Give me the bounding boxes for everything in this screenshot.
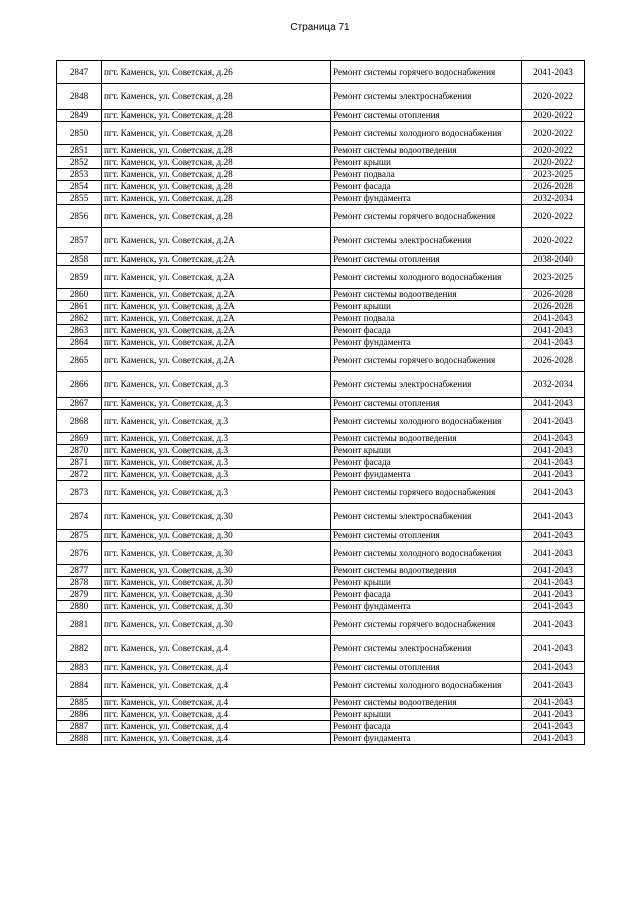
work-type-cell: Ремонт крыши: [331, 577, 522, 589]
address-cell: пгт. Каменск, ул. Советская, д.30: [102, 577, 331, 589]
table-row: [57, 601, 585, 613]
work-type-cell: Ремонт системы холодного водоснабжения: [331, 410, 522, 433]
table-row: [57, 481, 585, 504]
period-cell: 2041-2043: [522, 481, 585, 504]
table-row: [57, 349, 585, 372]
table-row: [57, 325, 585, 337]
row-number-cell: 2867: [57, 398, 102, 410]
period-cell: 2041-2043: [522, 530, 585, 542]
row-number-cell: 2866: [57, 372, 102, 398]
table-row: [57, 504, 585, 530]
row-number-cell: 2848: [57, 84, 102, 110]
address-cell: пгт. Каменск, ул. Советская, д.3: [102, 457, 331, 469]
table-row: [57, 433, 585, 445]
address-cell: пгт. Каменск, ул. Советская, д.30: [102, 613, 331, 636]
address-cell: пгт. Каменск, ул. Советская, д.28: [102, 169, 331, 181]
work-type-cell: Ремонт системы холодного водоснабжения: [331, 674, 522, 697]
table-row: [57, 697, 585, 709]
work-type-cell: Ремонт фундамента: [331, 469, 522, 481]
row-number-cell: 2885: [57, 697, 102, 709]
period-cell: 2041-2043: [522, 433, 585, 445]
address-cell: пгт. Каменск, ул. Советская, д.3: [102, 445, 331, 457]
table-row: [57, 445, 585, 457]
row-number-cell: 2868: [57, 410, 102, 433]
row-number-cell: 2853: [57, 169, 102, 181]
table-row: [57, 145, 585, 157]
table-row: [57, 589, 585, 601]
period-cell: 2023-2025: [522, 169, 585, 181]
row-number-cell: 2881: [57, 613, 102, 636]
work-type-cell: Ремонт системы электроснабжения: [331, 504, 522, 530]
address-cell: пгт. Каменск, ул. Советская, д.26: [102, 61, 331, 84]
work-type-cell: Ремонт системы горячего водоснабжения: [331, 349, 522, 372]
work-type-cell: Ремонт системы отопления: [331, 254, 522, 266]
period-cell: 2041-2043: [522, 410, 585, 433]
table-row: [57, 84, 585, 110]
table-row: [57, 398, 585, 410]
table-row: [57, 542, 585, 565]
period-cell: 2041-2043: [522, 674, 585, 697]
period-cell: 2041-2043: [522, 445, 585, 457]
work-type-cell: Ремонт крыши: [331, 445, 522, 457]
table-row: [57, 662, 585, 674]
row-number-cell: 2847: [57, 61, 102, 84]
address-cell: пгт. Каменск, ул. Советская, д.28: [102, 205, 331, 228]
period-cell: 2020-2022: [522, 205, 585, 228]
period-cell: 2041-2043: [522, 601, 585, 613]
row-number-cell: 2861: [57, 301, 102, 313]
row-number-cell: 2886: [57, 709, 102, 721]
address-cell: пгт. Каменск, ул. Советская, д.28: [102, 84, 331, 110]
work-type-cell: Ремонт системы электроснабжения: [331, 228, 522, 254]
address-cell: пгт. Каменск, ул. Советская, д.30: [102, 504, 331, 530]
table-row: [57, 709, 585, 721]
row-number-cell: 2876: [57, 542, 102, 565]
work-type-cell: Ремонт фундамента: [331, 337, 522, 349]
period-cell: 2041-2043: [522, 721, 585, 733]
period-cell: 2041-2043: [522, 565, 585, 577]
row-number-cell: 2877: [57, 565, 102, 577]
address-cell: пгт. Каменск, ул. Советская, д.4: [102, 636, 331, 662]
address-cell: пгт. Каменск, ул. Советская, д.28: [102, 181, 331, 193]
table-row: [57, 469, 585, 481]
period-cell: 2041-2043: [522, 613, 585, 636]
period-cell: 2041-2043: [522, 457, 585, 469]
work-type-cell: Ремонт крыши: [331, 709, 522, 721]
table-row: [57, 733, 585, 745]
period-cell: 2041-2043: [522, 504, 585, 530]
row-number-cell: 2883: [57, 662, 102, 674]
period-cell: 2020-2022: [522, 228, 585, 254]
address-cell: пгт. Каменск, ул. Советская, д.30: [102, 565, 331, 577]
table-row: [57, 205, 585, 228]
address-cell: пгт. Каменск, ул. Советская, д.4: [102, 697, 331, 709]
work-type-cell: Ремонт системы отопления: [331, 662, 522, 674]
period-cell: 2041-2043: [522, 61, 585, 84]
address-cell: пгт. Каменск, ул. Советская, д.3: [102, 433, 331, 445]
period-cell: 2041-2043: [522, 337, 585, 349]
table-row: [57, 636, 585, 662]
address-cell: пгт. Каменск, ул. Советская, д.4: [102, 721, 331, 733]
row-number-cell: 2855: [57, 193, 102, 205]
table-row: [57, 110, 585, 122]
row-number-cell: 2869: [57, 433, 102, 445]
table-row: [57, 266, 585, 289]
work-type-cell: Ремонт системы холодного водоснабжения: [331, 122, 522, 145]
address-cell: пгт. Каменск, ул. Советская, д.4: [102, 709, 331, 721]
row-number-cell: 2882: [57, 636, 102, 662]
work-type-cell: Ремонт системы отопления: [331, 530, 522, 542]
period-cell: 2041-2043: [522, 589, 585, 601]
row-number-cell: 2871: [57, 457, 102, 469]
period-cell: 2020-2022: [522, 122, 585, 145]
address-cell: пгт. Каменск, ул. Советская, д.2А: [102, 301, 331, 313]
row-number-cell: 2888: [57, 733, 102, 745]
table-row: [57, 565, 585, 577]
address-cell: пгт. Каменск, ул. Советская, д.2А: [102, 313, 331, 325]
address-cell: пгт. Каменск, ул. Советская, д.30: [102, 601, 331, 613]
table-row: [57, 674, 585, 697]
address-cell: пгт. Каменск, ул. Советская, д.2А: [102, 228, 331, 254]
work-type-cell: Ремонт фасада: [331, 721, 522, 733]
row-number-cell: 2884: [57, 674, 102, 697]
address-cell: пгт. Каменск, ул. Советская, д.28: [102, 122, 331, 145]
table-row: [57, 169, 585, 181]
work-type-cell: Ремонт системы электроснабжения: [331, 372, 522, 398]
address-cell: пгт. Каменск, ул. Советская, д.2А: [102, 325, 331, 337]
period-cell: 2026-2028: [522, 289, 585, 301]
table-row: [57, 457, 585, 469]
address-cell: пгт. Каменск, ул. Советская, д.4: [102, 662, 331, 674]
work-type-cell: Ремонт системы водоотведения: [331, 433, 522, 445]
address-cell: пгт. Каменск, ул. Советская, д.3: [102, 410, 331, 433]
period-cell: 2041-2043: [522, 398, 585, 410]
period-cell: 2041-2043: [522, 577, 585, 589]
work-type-cell: Ремонт системы горячего водоснабжения: [331, 613, 522, 636]
address-cell: пгт. Каменск, ул. Советская, д.30: [102, 542, 331, 565]
period-cell: 2041-2043: [522, 469, 585, 481]
row-number-cell: 2865: [57, 349, 102, 372]
table-row: [57, 228, 585, 254]
row-number-cell: 2856: [57, 205, 102, 228]
period-cell: 2032-2034: [522, 193, 585, 205]
work-type-cell: Ремонт системы горячего водоснабжения: [331, 205, 522, 228]
row-number-cell: 2862: [57, 313, 102, 325]
work-type-cell: Ремонт системы горячего водоснабжения: [331, 61, 522, 84]
period-cell: 2026-2028: [522, 181, 585, 193]
work-type-cell: Ремонт системы холодного водоснабжения: [331, 266, 522, 289]
work-type-cell: Ремонт фасада: [331, 457, 522, 469]
row-number-cell: 2874: [57, 504, 102, 530]
row-number-cell: 2872: [57, 469, 102, 481]
address-cell: пгт. Каменск, ул. Советская, д.28: [102, 157, 331, 169]
work-type-cell: Ремонт крыши: [331, 157, 522, 169]
work-type-cell: Ремонт системы отопления: [331, 110, 522, 122]
work-type-cell: Ремонт фасада: [331, 589, 522, 601]
work-type-cell: Ремонт фасада: [331, 181, 522, 193]
table-row: [57, 313, 585, 325]
address-cell: пгт. Каменск, ул. Советская, д.30: [102, 530, 331, 542]
work-type-cell: Ремонт системы водоотведения: [331, 145, 522, 157]
address-cell: пгт. Каменск, ул. Советская, д.3: [102, 469, 331, 481]
table-row: [57, 721, 585, 733]
address-cell: пгт. Каменск, ул. Советская, д.28: [102, 193, 331, 205]
period-cell: 2041-2043: [522, 313, 585, 325]
work-type-cell: Ремонт фасада: [331, 325, 522, 337]
address-cell: пгт. Каменск, ул. Советская, д.4: [102, 674, 331, 697]
work-type-cell: Ремонт фундамента: [331, 193, 522, 205]
row-number-cell: 2878: [57, 577, 102, 589]
address-cell: пгт. Каменск, ул. Советская, д.2А: [102, 266, 331, 289]
table-row: [57, 289, 585, 301]
period-cell: 2026-2028: [522, 349, 585, 372]
row-number-cell: 2850: [57, 122, 102, 145]
repair-schedule-table: [56, 60, 585, 745]
row-number-cell: 2859: [57, 266, 102, 289]
table-body: [57, 61, 585, 745]
work-type-cell: Ремонт фундамента: [331, 601, 522, 613]
period-cell: 2041-2043: [522, 733, 585, 745]
table-row: [57, 613, 585, 636]
period-cell: 2020-2022: [522, 157, 585, 169]
work-type-cell: Ремонт системы горячего водоснабжения: [331, 481, 522, 504]
table-row: [57, 577, 585, 589]
row-number-cell: 2860: [57, 289, 102, 301]
address-cell: пгт. Каменск, ул. Советская, д.4: [102, 733, 331, 745]
row-number-cell: 2851: [57, 145, 102, 157]
work-type-cell: Ремонт системы электроснабжения: [331, 636, 522, 662]
work-type-cell: Ремонт системы водоотведения: [331, 697, 522, 709]
table-row: [57, 122, 585, 145]
address-cell: пгт. Каменск, ул. Советская, д.28: [102, 110, 331, 122]
page-header: Страница 71: [290, 22, 350, 33]
row-number-cell: 2873: [57, 481, 102, 504]
table-row: [57, 254, 585, 266]
work-type-cell: Ремонт системы водоотведения: [331, 565, 522, 577]
table-row: [57, 372, 585, 398]
work-type-cell: Ремонт системы водоотведения: [331, 289, 522, 301]
row-number-cell: 2870: [57, 445, 102, 457]
table-row: [57, 181, 585, 193]
row-number-cell: 2864: [57, 337, 102, 349]
period-cell: 2041-2043: [522, 697, 585, 709]
table-row: [57, 61, 585, 84]
row-number-cell: 2857: [57, 228, 102, 254]
period-cell: 2020-2022: [522, 145, 585, 157]
work-type-cell: Ремонт крыши: [331, 301, 522, 313]
table-row: [57, 193, 585, 205]
row-number-cell: 2858: [57, 254, 102, 266]
address-cell: пгт. Каменск, ул. Советская, д.3: [102, 481, 331, 504]
address-cell: пгт. Каменск, ул. Советская, д.2А: [102, 289, 331, 301]
row-number-cell: 2875: [57, 530, 102, 542]
period-cell: 2020-2022: [522, 84, 585, 110]
address-cell: пгт. Каменск, ул. Советская, д.2А: [102, 337, 331, 349]
row-number-cell: 2880: [57, 601, 102, 613]
address-cell: пгт. Каменск, ул. Советская, д.30: [102, 589, 331, 601]
period-cell: 2041-2043: [522, 662, 585, 674]
row-number-cell: 2854: [57, 181, 102, 193]
table-row: [57, 530, 585, 542]
address-cell: пгт. Каменск, ул. Советская, д.3: [102, 398, 331, 410]
period-cell: 2038-2040: [522, 254, 585, 266]
address-cell: пгт. Каменск, ул. Советская, д.28: [102, 145, 331, 157]
work-type-cell: Ремонт системы отопления: [331, 398, 522, 410]
table-row: [57, 301, 585, 313]
period-cell: 2020-2022: [522, 110, 585, 122]
row-number-cell: 2863: [57, 325, 102, 337]
period-cell: 2023-2025: [522, 266, 585, 289]
period-cell: 2041-2043: [522, 636, 585, 662]
address-cell: пгт. Каменск, ул. Советская, д.3: [102, 372, 331, 398]
row-number-cell: 2887: [57, 721, 102, 733]
period-cell: 2041-2043: [522, 325, 585, 337]
address-cell: пгт. Каменск, ул. Советская, д.2А: [102, 254, 331, 266]
table-row: [57, 410, 585, 433]
period-cell: 2026-2028: [522, 301, 585, 313]
row-number-cell: 2852: [57, 157, 102, 169]
row-number-cell: 2879: [57, 589, 102, 601]
work-type-cell: Ремонт фундамента: [331, 733, 522, 745]
work-type-cell: Ремонт подвала: [331, 169, 522, 181]
work-type-cell: Ремонт системы холодного водоснабжения: [331, 542, 522, 565]
period-cell: 2041-2043: [522, 542, 585, 565]
period-cell: 2032-2034: [522, 372, 585, 398]
period-cell: 2041-2043: [522, 709, 585, 721]
work-type-cell: Ремонт системы электроснабжения: [331, 84, 522, 110]
address-cell: пгт. Каменск, ул. Советская, д.2А: [102, 349, 331, 372]
table-row: [57, 157, 585, 169]
row-number-cell: 2849: [57, 110, 102, 122]
table-row: [57, 337, 585, 349]
work-type-cell: Ремонт подвала: [331, 313, 522, 325]
